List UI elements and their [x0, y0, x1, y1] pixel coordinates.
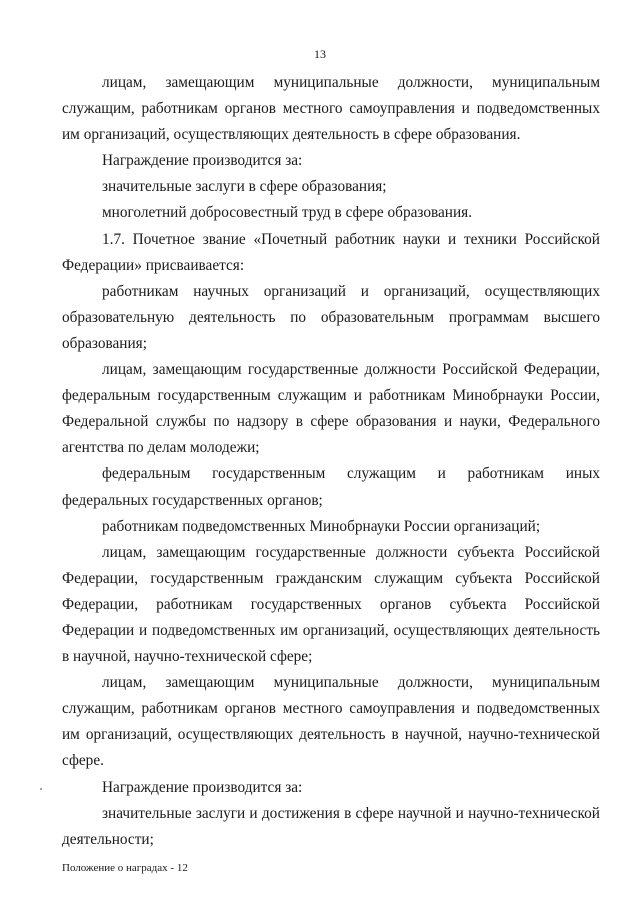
paragraph: Награждение производится за: — [102, 778, 303, 796]
paragraph: Награждение производится за: — [102, 152, 303, 170]
paragraph: лицам, замещающим муниципальные должности, муниципальным служащим, работникам органов местного самоуправления и подведомственных им организаций, осуществляющих деятельность в научной, научно-технической сфере. — [62, 674, 600, 770]
paragraph: лицам, замещающим государственные должности Российской Федерации, федеральным государственным служащим и работникам Минобрнауки России, Федеральной службы по надзору в сфере образования и науки, Федерального агентства по делам молодежи; — [62, 361, 600, 457]
paragraph: федеральным государственным служащим и работникам иных федеральных государственных органов; — [62, 465, 600, 509]
paragraph: 1.7. Почетное звание «Почетный работник науки и техники Российской Федерации» присваивается: — [62, 230, 600, 274]
paragraph: лицам, замещающим государственные должности субъекта Российской Федерации, государственным гражданским служащим субъекта Российской Федерации, работникам государственных органов субъекта Российской Федерации и подведомственных им организаций, осуществляющих деятельность в научной, научно-технической сфере; — [62, 543, 600, 666]
paragraph: значительные заслуги и достижения в сфере научной и научно-технической деятельности; — [62, 804, 600, 848]
footer-note: Положение о наградах - 12 — [62, 862, 188, 874]
paragraph: работникам научных организаций и организаций, осуществляющих образовательную деятельность по образовательным программам высшего образования; — [62, 282, 600, 352]
page-number: 13 — [314, 47, 326, 61]
paragraph: многолетний добросовестный труд в сфере образования. — [102, 204, 473, 222]
paragraph: лицам, замещающим муниципальные должности, муниципальным служащим, работникам органов местного самоуправления и подведомственных им организаций, осуществляющих деятельность в сфере образования. — [62, 74, 600, 144]
paragraph: значительные заслуги в сфере образования; — [102, 178, 387, 196]
body-text — [62, 70, 600, 853]
scan-speck — [40, 788, 42, 790]
paragraph: работникам подведомственных Минобрнауки России организаций; — [102, 517, 541, 535]
